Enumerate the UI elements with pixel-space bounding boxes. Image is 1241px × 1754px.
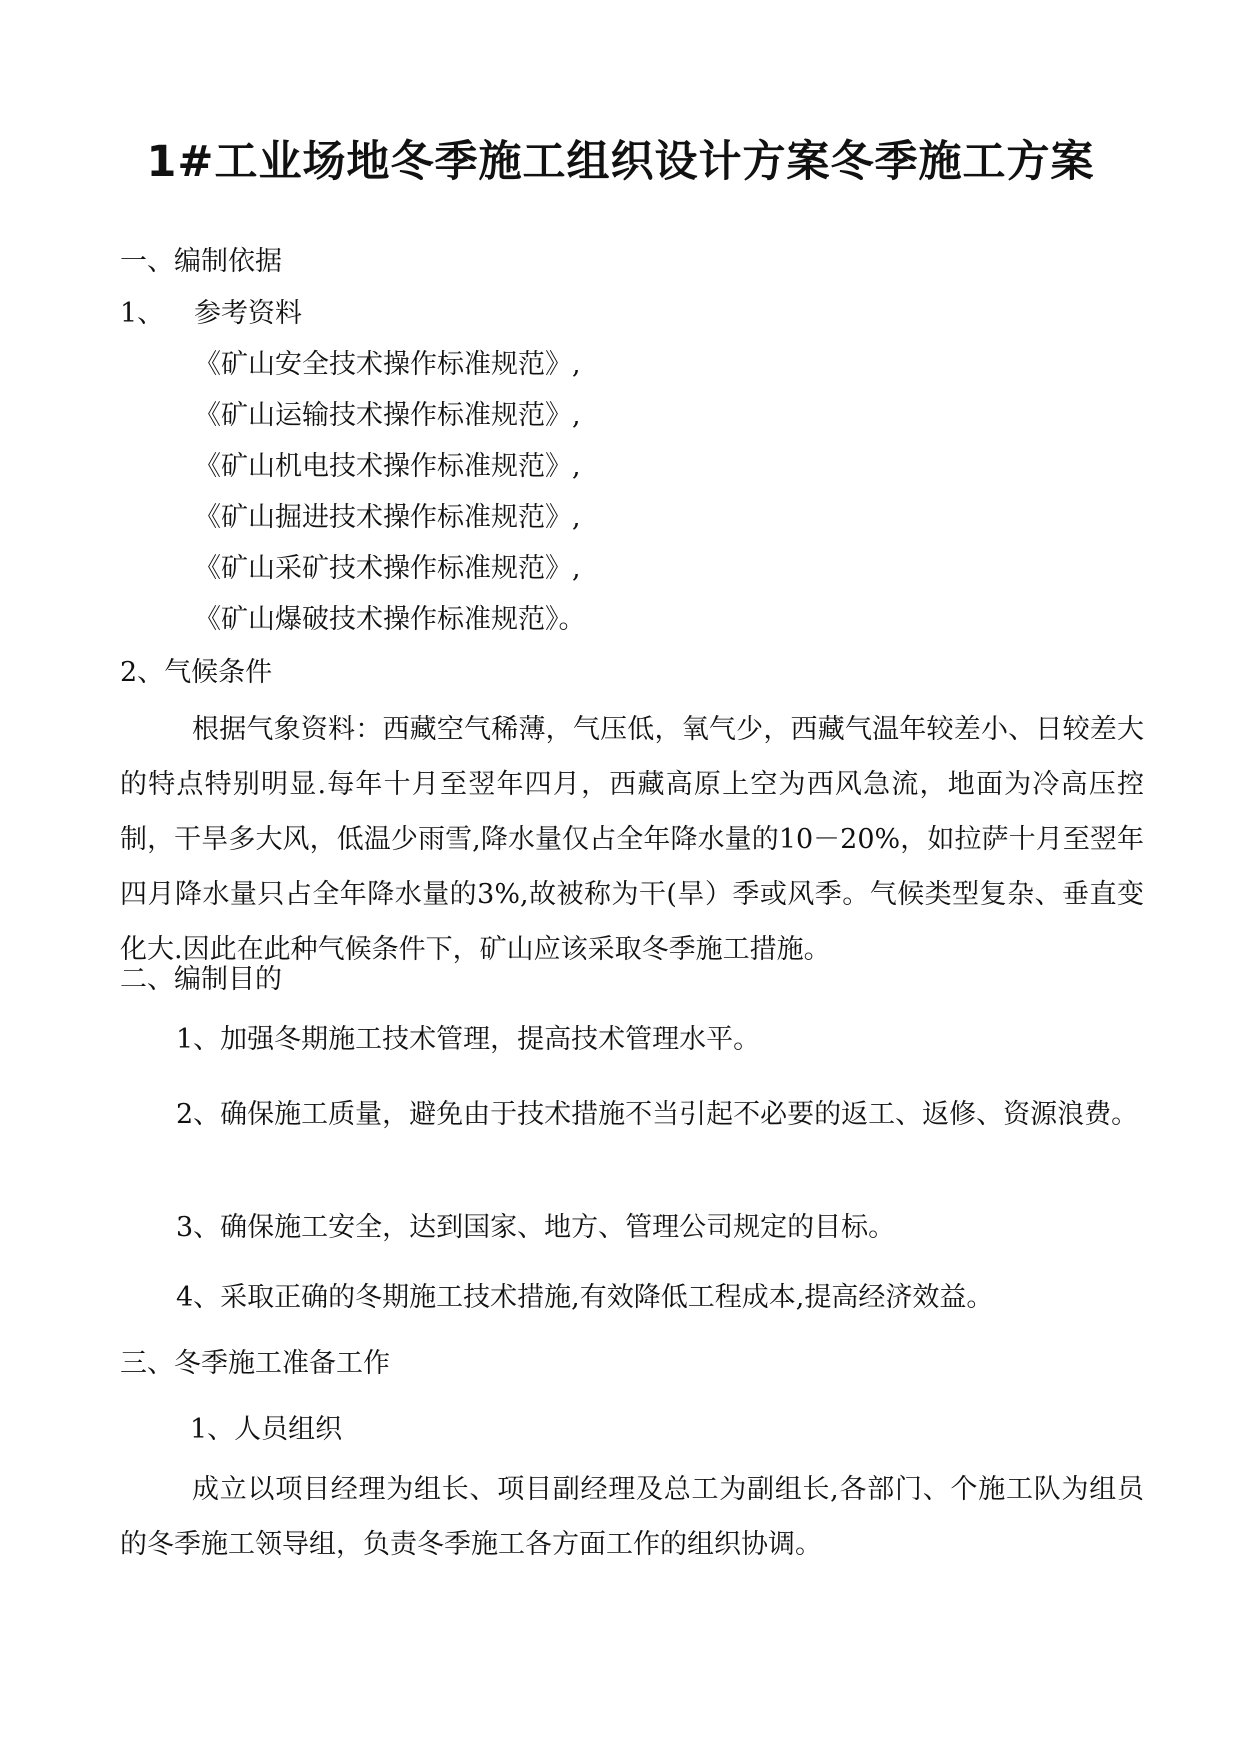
goal-item: 2、确保施工质量，避免由于技术措施不当引起不必要的返工、返修、资源浪费。 (176, 1099, 1139, 1130)
item-label: 参考资料 (194, 298, 302, 329)
section-heading-purpose: 二、编制目的 (120, 964, 282, 995)
subsection-heading-climate: 2、气候条件 (120, 657, 273, 688)
goal-item: 3、确保施工安全，达到国家、地方、管理公司规定的目标。 (176, 1212, 896, 1243)
climate-paragraph: 根据气象资料：西藏空气稀薄，气压低，氧气少，西藏气温年较差小、日较差大的特点特别明显.每年十月至翌年四月，西藏高原上空为西风急流，地面为冷高压控制，干旱多大风，低温少雨雪,降水量仅占全年降水量的10－20%，如拉萨十月至翌年四月降水量只占全年降水量的3%,故被称为干(旱）季或风季。气候类型复杂、垂直变化大.因此在此种气候条件下，矿山应该采取冬季施工措施。 (120, 714, 1144, 965)
staffing-paragraph: 成立以项目经理为组长、项目副经理及总工为副组长,各部门、个施工队为组员的冬季施工领导组，负责冬季施工各方面工作的组织协调。 (120, 1474, 1144, 1560)
reference-item: 《矿山采矿技术操作标准规范》, (194, 553, 581, 584)
reference-item: 《矿山安全技术操作标准规范》, (194, 349, 581, 380)
reference-item: 《矿山机电技术操作标准规范》, (194, 451, 581, 482)
section-heading-preparation: 三、冬季施工准备工作 (120, 1348, 390, 1379)
goal-item: 4、采取正确的冬期施工技术措施,有效降低工程成本,提高经济效益。 (176, 1282, 994, 1313)
section-heading-basis: 一、编制依据 (120, 246, 282, 277)
reference-item: 《矿山爆破技术操作标准规范》。 (194, 604, 586, 635)
document-title: 1#工业场地冬季施工组织设计方案冬季施工方案 (146, 137, 1095, 187)
item-reference-materials (120, 296, 302, 332)
item-number: 1、 (120, 298, 165, 329)
subsection-heading-staffing: 1、人员组织 (190, 1414, 343, 1445)
goal-item: 1、加强冬期施工技术管理，提高技术管理水平。 (176, 1024, 761, 1055)
reference-item: 《矿山掘进技术操作标准规范》, (194, 502, 581, 533)
reference-item: 《矿山运输技术操作标准规范》, (194, 400, 581, 431)
